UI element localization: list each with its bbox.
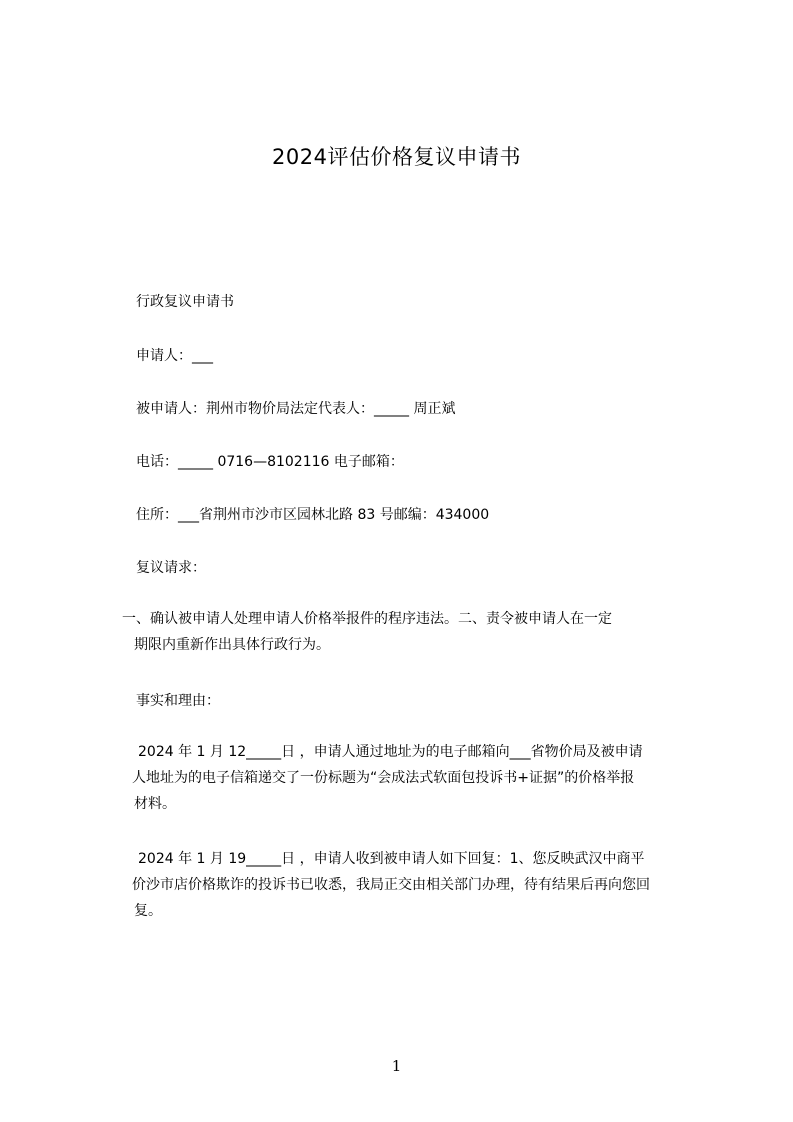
address-line: 住所：___省荆州市沙市区园林北路 83 号邮编：434000 [136, 507, 490, 523]
fact-paragraph-2 [122, 846, 702, 924]
page-number: 1 [391, 1057, 402, 1075]
request-line: 一、确认被申请人处理申请人价格举报件的程序违法。二、责令被申请人在一定 [122, 611, 612, 627]
request-paragraph [122, 606, 702, 658]
fact-paragraph-1 [122, 739, 702, 817]
phone-line: 电话：_____ 0716—8102116 电子邮箱： [136, 454, 404, 470]
fact-line: 2024 年 1 月 12_____日 ，申请人通过地址为的电子邮箱向___省物价局及被申请 [138, 744, 643, 760]
request-line: 期限内重新作出具体行政行为。 [134, 637, 330, 653]
fact-line: 材料。 [134, 796, 176, 812]
request-heading: 复议请求： [136, 560, 206, 576]
fact-line: 价沙市店价格欺诈的投诉书已收悉，我局正交由相关部门办理，待有结果后再向您回 [132, 877, 650, 893]
respondent-line: 被申请人：荆州市物价局法定代表人：_____ 周正斌 [136, 401, 456, 417]
document-title: 2024评估价格复议申请书 [272, 145, 521, 169]
fact-line: 人地址为的电子信箱递交了一份标题为“会成法式软面包投诉书+证据”的价格举报 [132, 770, 635, 786]
section-heading: 行政复议申请书 [136, 294, 234, 310]
applicant-line: 申请人：___ [136, 348, 213, 364]
facts-heading: 事实和理由： [136, 693, 220, 709]
fact-line: 复。 [134, 903, 162, 919]
fact-line: 2024 年 1 月 19_____日 ，申请人收到被申请人如下回复：1、您反映武汉中商平 [138, 851, 645, 867]
